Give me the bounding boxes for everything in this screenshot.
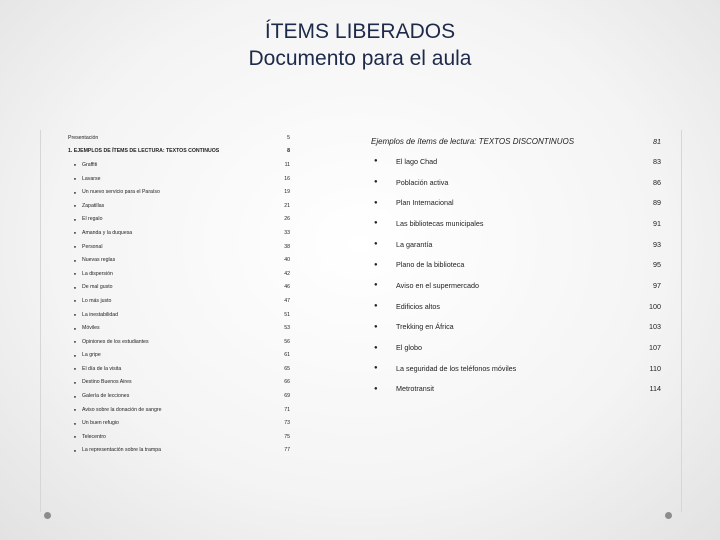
list-item: [68, 430, 290, 444]
list-item-label: El día de la visita: [82, 365, 122, 372]
bullet-icon: ●: [374, 323, 378, 330]
list-item: [68, 281, 290, 295]
list-item-label: Plano de la biblioteca: [396, 260, 465, 270]
bullet-icon: ●: [73, 176, 77, 182]
list-item-label: La dispersión: [82, 270, 113, 277]
bullet-icon: ●: [73, 298, 77, 304]
list-item: [68, 403, 290, 417]
list-item: [68, 199, 290, 213]
list-item-page: 69: [284, 393, 290, 400]
list-item-label: Móviles: [82, 325, 100, 332]
bullet-icon: ●: [73, 216, 77, 222]
list-item-page: 61: [284, 352, 290, 359]
list-item-label: Zapatillas: [82, 202, 105, 209]
list-item-label: Lo más justo: [82, 297, 112, 304]
toc-header-label: Presentación: [68, 134, 99, 141]
toc2-header-label: Ejemplos de ítems de lectura: TEXTOS DISCONTINUOS: [371, 136, 575, 146]
list-item: [68, 185, 290, 199]
toc2-item-list: [371, 151, 661, 399]
toc-section: [68, 145, 290, 159]
list-item: [68, 226, 290, 240]
bullet-icon: ●: [73, 312, 77, 318]
list-item-page: 53: [284, 325, 290, 332]
bullet-icon: ●: [374, 365, 378, 372]
bullet-icon: ●: [73, 271, 77, 277]
list-item-page: 51: [284, 311, 290, 318]
list-item-page: 73: [284, 420, 290, 427]
bullet-icon: ●: [73, 434, 77, 440]
list-item-page: 100: [649, 301, 661, 311]
list-item-label: Plan Internacional: [396, 198, 454, 208]
bullet-icon: ●: [374, 282, 378, 289]
list-item: [68, 335, 290, 349]
bullet-icon: ●: [374, 303, 378, 310]
list-item-label: Metrotransit: [396, 384, 434, 394]
list-item-label: Nuevas reglas: [82, 257, 116, 264]
list-item-page: 46: [284, 284, 290, 291]
list-item: [68, 240, 290, 254]
bullet-icon: ●: [374, 158, 378, 165]
list-item-page: 71: [284, 406, 290, 413]
list-item-label: Telecentro: [82, 433, 106, 440]
list-item-label: Aviso sobre la donación de sangre: [82, 406, 162, 413]
list-item: [68, 376, 290, 390]
toc2-header-page: 81: [653, 136, 661, 146]
list-item-label: Graffiti: [82, 161, 98, 168]
list-item-label: Galería de lecciones: [82, 393, 130, 400]
list-item-label: Población activa: [396, 177, 449, 187]
toc-header-page: 5: [287, 134, 290, 141]
bullet-icon: ●: [374, 385, 378, 392]
list-item: [68, 267, 290, 281]
list-item-label: Aviso en el supermercado: [396, 280, 479, 290]
list-item-label: La gripe: [82, 352, 101, 359]
list-item-page: 86: [653, 177, 661, 187]
toc2-header: [371, 131, 661, 151]
list-item-page: 89: [653, 198, 661, 208]
bullet-icon: ●: [374, 179, 378, 186]
list-item-page: 21: [284, 202, 290, 209]
list-item-label: Edificios altos: [396, 301, 440, 311]
list-item-page: 65: [284, 365, 290, 372]
left-table-of-contents: [68, 131, 290, 457]
bullet-icon: ●: [73, 420, 77, 426]
list-item-page: 16: [284, 175, 290, 182]
list-item: [371, 275, 661, 296]
list-item: [68, 294, 290, 308]
list-item: [68, 389, 290, 403]
list-item: [68, 172, 290, 186]
bullet-icon: ●: [73, 257, 77, 263]
list-item: [371, 213, 661, 234]
list-item: [371, 317, 661, 338]
list-item: [68, 308, 290, 322]
title-line-1: ÍTEMS LIBERADOS: [264, 20, 456, 43]
list-item-page: 11: [284, 161, 290, 168]
list-item-page: 110: [649, 363, 661, 373]
list-item-page: 47: [284, 297, 290, 304]
list-item: [68, 349, 290, 363]
bullet-icon: ●: [374, 220, 378, 227]
list-item-label: Amanda y la duquesa: [82, 229, 133, 236]
list-item-label: Un nuevo servicio para el Paraíso: [82, 189, 160, 196]
bullet-icon: ●: [374, 199, 378, 206]
list-item-page: 66: [284, 379, 290, 386]
bullet-icon: ●: [73, 339, 77, 345]
list-item: [68, 158, 290, 172]
list-item-label: La garantía: [396, 239, 433, 249]
list-item-page: 75: [284, 433, 290, 440]
list-item: [68, 444, 290, 458]
list-item-label: La representación sobre la trampa: [82, 447, 162, 454]
bottom-left-dot: [44, 512, 51, 519]
list-item-page: 83: [653, 156, 661, 166]
bullet-icon: ●: [73, 230, 77, 236]
left-frame-line: [40, 130, 41, 512]
list-item: [68, 362, 290, 376]
title-line-2: Documento para el aula: [248, 47, 472, 70]
list-item-page: 56: [284, 338, 290, 345]
list-item-page: 33: [284, 229, 290, 236]
bottom-right-dot: [665, 512, 672, 519]
bullet-icon: ●: [73, 352, 77, 358]
list-item: [371, 234, 661, 255]
list-item: [371, 337, 661, 358]
toc-header: [68, 131, 290, 145]
list-item-page: 95: [653, 260, 661, 270]
list-item: [371, 151, 661, 172]
list-item: [68, 416, 290, 430]
list-item-page: 40: [284, 257, 290, 264]
bullet-icon: ●: [73, 379, 77, 385]
list-item-page: 26: [284, 216, 290, 223]
list-item-page: 97: [653, 280, 661, 290]
toc-section-page: 8: [287, 148, 290, 155]
bullet-icon: ●: [73, 325, 77, 331]
list-item: [68, 253, 290, 267]
bullet-icon: ●: [73, 203, 77, 209]
list-item-label: La seguridad de los teléfonos móviles: [396, 363, 517, 373]
bullet-icon: ●: [73, 162, 77, 168]
slide-title: [0, 18, 720, 72]
bullet-icon: ●: [73, 447, 77, 453]
list-item-label: El regalo: [82, 216, 103, 223]
list-item: [371, 254, 661, 275]
list-item-label: Lavarse: [82, 175, 101, 182]
list-item-label: La inestabilidad: [82, 311, 119, 318]
list-item-label: Un buen refugio: [82, 420, 119, 427]
bullet-icon: ●: [73, 366, 77, 372]
list-item-page: 107: [649, 343, 661, 353]
list-item-label: De mal gusto: [82, 284, 113, 291]
list-item: [371, 379, 661, 400]
bullet-icon: ●: [374, 241, 378, 248]
list-item: [371, 296, 661, 317]
list-item-label: El lago Chad: [396, 156, 438, 166]
list-item-label: El globo: [396, 343, 422, 353]
right-frame-line: [681, 130, 682, 512]
list-item-label: Trekking en África: [396, 322, 454, 332]
list-item-page: 77: [284, 447, 290, 454]
list-item-page: 42: [284, 270, 290, 277]
bullet-icon: ●: [374, 261, 378, 268]
list-item-page: 38: [284, 243, 290, 250]
list-item-label: Destino Buenos Aires: [82, 379, 132, 386]
bullet-icon: ●: [73, 189, 77, 195]
list-item: [371, 192, 661, 213]
list-item-page: 19: [284, 189, 290, 196]
bullet-icon: ●: [73, 407, 77, 413]
bullet-icon: ●: [73, 393, 77, 399]
list-item-page: 91: [653, 218, 661, 228]
list-item: [68, 213, 290, 227]
list-item-page: 103: [649, 322, 661, 332]
list-item-page: 93: [653, 239, 661, 249]
list-item-label: Las bibliotecas municipales: [396, 218, 484, 228]
right-table-of-contents: [371, 131, 661, 399]
toc-section-label: 1. EJEMPLOS DE ÍTEMS DE LECTURA: TEXTOS CONTINUOS: [68, 148, 220, 155]
list-item-label: Opiniones de los estudiantes: [82, 338, 149, 345]
bullet-icon: ●: [374, 344, 378, 351]
list-item: [371, 172, 661, 193]
list-item: [371, 358, 661, 379]
list-item-label: Personal: [82, 243, 103, 250]
list-item-page: 114: [649, 384, 661, 394]
list-item: [68, 321, 290, 335]
bullet-icon: ●: [73, 284, 77, 290]
toc-item-list: [68, 158, 290, 457]
bullet-icon: ●: [73, 244, 77, 250]
